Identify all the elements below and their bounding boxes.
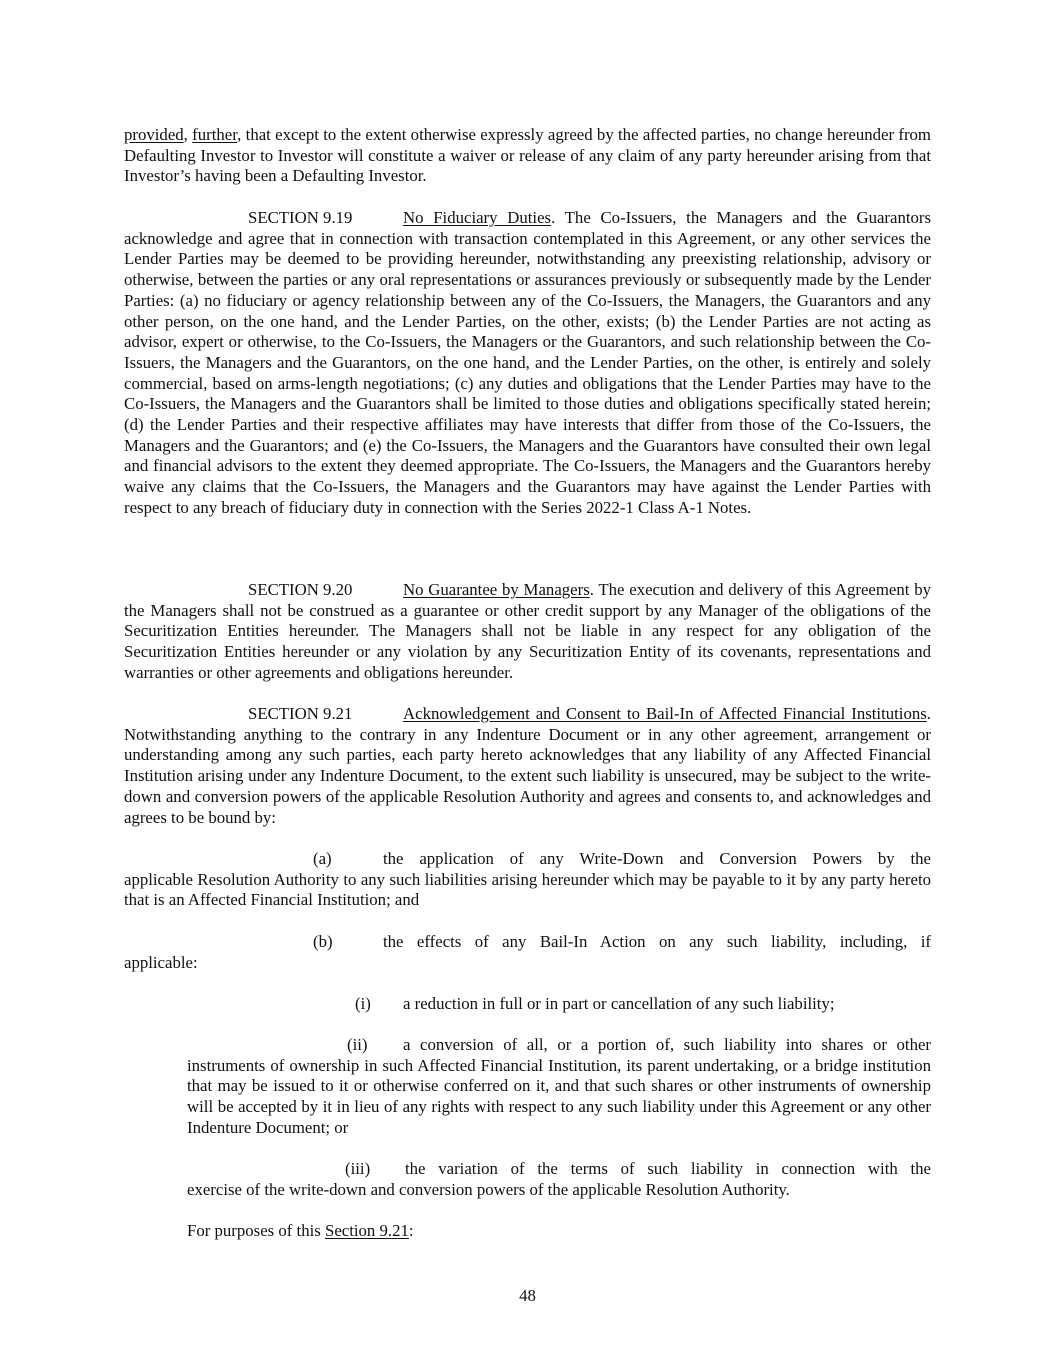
section-heading: No Fiduciary Duties (403, 208, 552, 227)
section-9-21 (124, 704, 931, 828)
item-text: a conversion of all, or a portion of, such liability into shares or other (403, 1035, 931, 1054)
provided-term: provided (124, 125, 184, 144)
item-ii-first-line (347, 1035, 931, 1056)
item-text: a reduction in full or in part or cancellation of any such liability; (403, 994, 835, 1013)
item-label: (i) (355, 994, 371, 1013)
item-iii-continuation: exercise of the write-down and conversion powers of the applicable Resolution Authority. (187, 1179, 790, 1199)
item-iii-first-line (345, 1159, 931, 1180)
item-text: the effects of any Bail-In Action on any such liability, including, if (383, 932, 931, 951)
further-term: further (192, 125, 238, 144)
section-number: SECTION 9.21 (248, 704, 353, 723)
section-number: SECTION 9.20 (248, 580, 353, 599)
section-text: . The execution and delivery of this Agreement by the Managers shall not be construed as a guarantee or other credit support by any Manager of the obligations of the Securitization Entities hereunder. The Managers shall not be liable in any respect for any obligation of the Securitization Entities hereunder or any violation by any Securitization Entity of its covenants, representations and warranties or other agreements and obligations hereunder. (124, 580, 931, 682)
item-label: (iii) (345, 1159, 371, 1178)
item-label: (ii) (347, 1035, 368, 1054)
item-a-continuation: applicable Resolution Authority to any such liabilities arising hereunder which may be payable to it by any party hereto that is an Affected Financial Institution; and (124, 869, 931, 910)
item-label: (b) (313, 932, 333, 951)
section-text: . Notwithstanding anything to the contrary in any Indenture Document or in any other agreement, arrangement or understanding among any such parties, each party hereto acknowledges that any liability of any Affected Financial Institution arising under any Indenture Document, to the extent such liability is unsecured, may be subject to the write-down and conversion powers of the applicable Resolution Authority and agrees and consents to, and acknowledges and agrees to be bound by: (124, 704, 931, 827)
item-a-first-line (313, 849, 931, 870)
item-i (355, 994, 931, 1015)
item-ii-continuation: instruments of ownership in such Affected Financial Institution, its parent undertaking, or a bridge institution that may be issued to it or otherwise conferred on it, and that such shares or other instruments of ownership will be accepted by it in lieu of any rights with respect to any such liability under this Agreement or any other Indenture Document; or (187, 1055, 931, 1137)
page-number: 48 (519, 1286, 536, 1305)
section-heading: Acknowledgement and Consent to Bail-In of Affected Financial Institutions (403, 704, 927, 723)
section-number: SECTION 9.19 (248, 208, 353, 227)
section-reference: Section 9.21 (324, 1221, 409, 1240)
purposes-line: For purposes of this Section 9.21: (187, 1221, 414, 1240)
section-text: . The Co-Issuers, the Managers and the Guarantors acknowledge and agree that in connection with transaction contemplated in this Agreement, or any other services the Lender Parties may be deemed to be providing hereunder, notwithstanding any preexisting relationship, advisory or otherwise, between the parties or any oral representations or assurances previously or subsequently made by the Lender Parties: (a) no fiduciary or agency relationship between any of the Co-Issuers, the Managers, the Guarantors and any other person, on the one hand, and the Lender Parties, on the other, exists; (b) the Lender Parties are not acting as advisor, expert or otherwise, to the Co-Issuers, the Managers or the Guarantors, and such relationship between the Co-Issuers, the Managers and the Guarantors, on the one hand, and the Lender Parties, on the other, is entirely and solely commercial, based on arms-length negotiations; (c) any duties and obligations that the Lender Parties may have to the Co-Issuers, the Managers and the Guarantors shall be limited to those duties and obligations specifically stated herein; (d) the Lender Parties and their respective affiliates may have interests that differ from those of the Co-Issuers, the Managers and the Guarantors; and (e) the Co-Issuers, the Managers and the Guarantors have consulted their own legal and financial advisors to the extent they deemed appropriate. The Co-Issuers, the Managers and the Guarantors hereby waive any claims that the Co-Issuers, the Managers and the Guarantors may have against the Lender Parties with respect to any breach of fiduciary duty in connection with the Series 2022-1 Class A-1 Notes. (124, 208, 932, 517)
intro-text: , that except to the extent otherwise expressly agreed by the affected parties, no change hereunder from Defaulting Investor to Investor will constitute a waiver or release of any claim of any party hereunder arising from that Investor’s having been a Defaulting Investor. (124, 125, 931, 186)
item-text: the variation of the terms of such liability in connection with the (405, 1159, 931, 1178)
item-b-continuation: applicable: (124, 952, 198, 972)
item-b-first-line (313, 932, 931, 953)
intro-paragraph: provided, further, that except to the extent otherwise expressly agreed by the affected parties, no change hereunder from Defaulting Investor to Investor will constitute a waiver or release of any claim of any party hereunder arising from that Investor’s having been a Defaulting Investor. (124, 125, 931, 186)
section-9-19 (124, 208, 931, 519)
item-text: the application of any Write-Down and Conversion Powers by the (383, 849, 931, 868)
item-label: (a) (313, 849, 332, 868)
section-heading: No Guarantee by Managers (403, 580, 590, 599)
section-9-20 (124, 580, 931, 684)
